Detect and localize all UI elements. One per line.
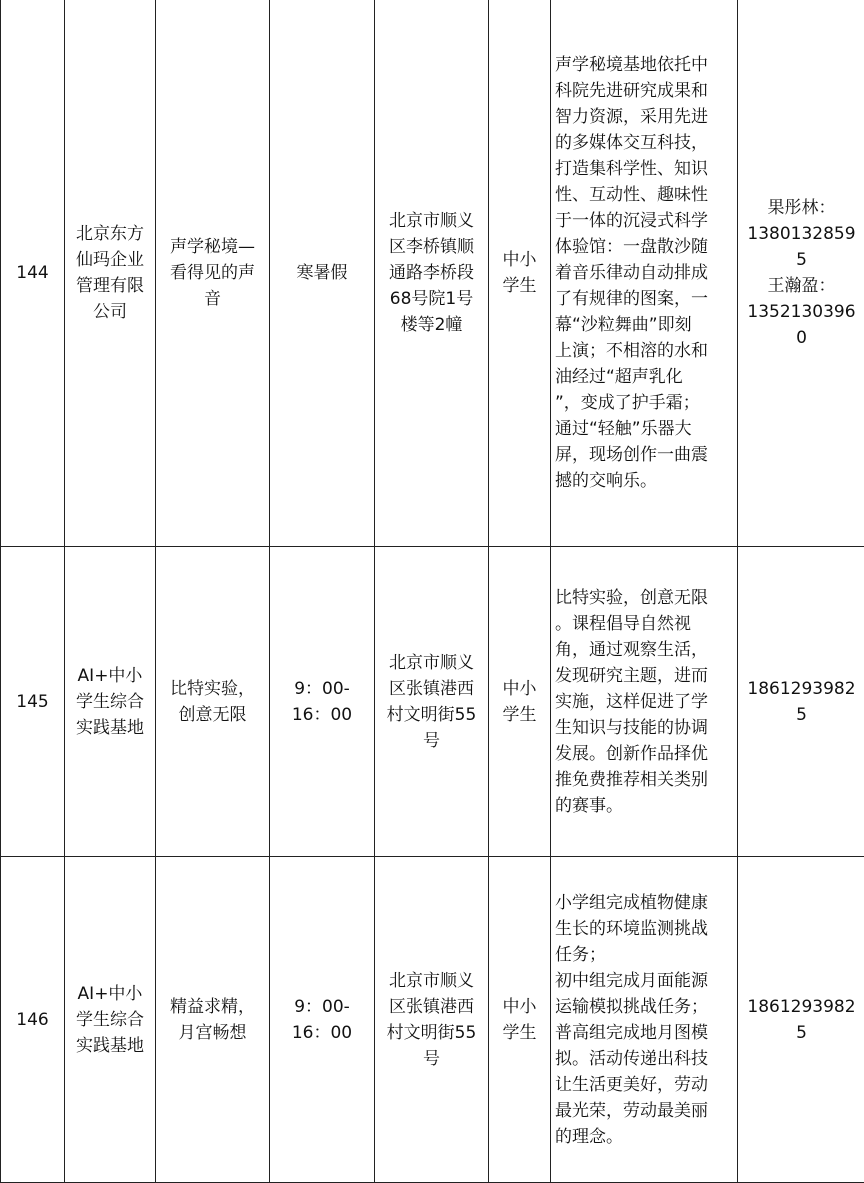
organization-cell: [65, 0, 156, 547]
cell-line: 学生综合: [69, 689, 151, 715]
cell-line: 9：00-: [274, 994, 370, 1020]
cell-line: 了有规律的图案，一: [555, 286, 733, 312]
cell-line: 实施，这样促进了学: [555, 689, 733, 715]
cell-line: 推免费推荐相关类别: [555, 767, 733, 793]
cell-line: 0: [742, 325, 861, 351]
audience-cell: [489, 0, 551, 547]
cell-line: 音: [160, 286, 265, 312]
address-cell: [375, 0, 489, 547]
cell-line: 学生综合: [69, 1007, 151, 1033]
cell-line: 寒暑假: [274, 260, 370, 286]
contact-cell: [738, 857, 864, 1183]
audience-cell: [489, 857, 551, 1183]
description-cell: [551, 0, 738, 547]
description-cell: [551, 857, 738, 1183]
cell-line: 打造集科学性、知识: [555, 156, 733, 182]
cell-line: 声学秘境—: [160, 234, 265, 260]
cell-line: 月宫畅想: [160, 1020, 265, 1046]
cell-line: 9：00-: [274, 676, 370, 702]
cell-line: 1380132859: [742, 221, 861, 247]
cell-line: 号: [379, 728, 484, 754]
cell-line: 初中组完成月面能源: [555, 968, 733, 994]
cell-line: 1352130396: [742, 299, 861, 325]
cell-line: 声学秘境基地依托中: [555, 52, 733, 78]
cell-line: 精益求精，: [160, 994, 265, 1020]
cell-line: 让生活更美好，劳动: [555, 1072, 733, 1098]
cell-line: 的多媒体交互科技，: [555, 130, 733, 156]
cell-line: 科院先进研究成果和: [555, 78, 733, 104]
row-number-cell: 146: [1, 857, 65, 1183]
cell-line: 上演；不相溶的水和: [555, 338, 733, 364]
cell-line: 16：00: [274, 702, 370, 728]
cell-line: 区张镇港西: [379, 676, 484, 702]
course-name-cell: [156, 857, 270, 1183]
time-cell: [270, 857, 375, 1183]
cell-line: 创意无限: [160, 702, 265, 728]
cell-line: 实践基地: [69, 1033, 151, 1059]
cell-line: 运输模拟挑战任务；: [555, 994, 733, 1020]
cell-line: 通过“轻触”乐器大: [555, 416, 733, 442]
cell-line: 管理有限: [69, 273, 151, 299]
cell-line: 油经过“超声乳化: [555, 364, 733, 390]
cell-line: 撼的交响乐。: [555, 468, 733, 494]
cell-line: 生知识与技能的协调: [555, 715, 733, 741]
cell-line: 。课程倡导自然视: [555, 611, 733, 637]
time-cell: [270, 0, 375, 547]
cell-line: 比特实验，创意无限: [555, 585, 733, 611]
cell-line: 楼等2幢: [379, 312, 484, 338]
cell-line: 学生: [493, 702, 546, 728]
cell-line: 公司: [69, 299, 151, 325]
table-row: [1, 547, 864, 857]
cell-line: 发展。创新作品择优: [555, 741, 733, 767]
cell-line: 北京市顺义: [379, 650, 484, 676]
cell-line: ”，变成了护手霜；: [555, 390, 733, 416]
cell-line: 果彤林：: [742, 195, 861, 221]
cell-line: 最光荣，劳动最美丽: [555, 1098, 733, 1124]
cell-line: 5: [742, 1020, 861, 1046]
course-name-cell: [156, 547, 270, 857]
cell-line: 5: [742, 247, 861, 273]
cell-line: 中小: [493, 247, 546, 273]
cell-line: 的赛事。: [555, 793, 733, 819]
cell-line: 北京市顺义: [379, 968, 484, 994]
cell-line: 比特实验，: [160, 676, 265, 702]
cell-line: 屏，现场创作一曲震: [555, 442, 733, 468]
contact-cell: [738, 0, 864, 547]
address-cell: [375, 547, 489, 857]
cell-line: 通路李桥段: [379, 260, 484, 286]
description-cell: [551, 547, 738, 857]
cell-line: 村文明街55: [379, 1020, 484, 1046]
cell-line: 5: [742, 702, 861, 728]
cell-line: 北京市顺义: [379, 208, 484, 234]
row-number-cell: 144: [1, 0, 65, 547]
cell-line: 区张镇港西: [379, 994, 484, 1020]
cell-line: 学生: [493, 1020, 546, 1046]
cell-line: 任务；: [555, 942, 733, 968]
cell-line: 实践基地: [69, 715, 151, 741]
cell-line: 于一体的沉浸式科学: [555, 208, 733, 234]
time-cell: [270, 547, 375, 857]
address-cell: [375, 857, 489, 1183]
row-number-cell: 145: [1, 547, 65, 857]
cell-line: AI+中小: [69, 981, 151, 1007]
cell-line: 村文明街55: [379, 702, 484, 728]
cell-line: 普高组完成地月图模: [555, 1020, 733, 1046]
cell-line: 中小: [493, 676, 546, 702]
cell-line: 发现研究主题，进而: [555, 663, 733, 689]
table-row: [1, 857, 864, 1183]
cell-line: 1861293982: [742, 676, 861, 702]
cell-line: 智力资源，采用先进: [555, 104, 733, 130]
cell-line: 北京东方: [69, 221, 151, 247]
cell-line: 的理念。: [555, 1124, 733, 1150]
cell-line: 拟。活动传递出科技: [555, 1046, 733, 1072]
cell-line: 王瀚盈：: [742, 273, 861, 299]
cell-line: 学生: [493, 273, 546, 299]
cell-line: 体验馆：一盘散沙随: [555, 234, 733, 260]
cell-line: 68号院1号: [379, 286, 484, 312]
cell-line: 幕“沙粒舞曲”即刻: [555, 312, 733, 338]
cell-line: 中小: [493, 994, 546, 1020]
cell-line: 生长的环境监测挑战: [555, 916, 733, 942]
cell-line: 角，通过观察生活，: [555, 637, 733, 663]
cell-line: 仙玛企业: [69, 247, 151, 273]
contact-cell: [738, 547, 864, 857]
course-name-cell: [156, 0, 270, 547]
table-row: [1, 0, 864, 547]
audience-cell: [489, 547, 551, 857]
cell-line: 性、互动性、趣味性: [555, 182, 733, 208]
organization-cell: [65, 547, 156, 857]
cell-line: 16：00: [274, 1020, 370, 1046]
cell-line: 小学组完成植物健康: [555, 890, 733, 916]
cell-line: AI+中小: [69, 663, 151, 689]
cell-line: 着音乐律动自动排成: [555, 260, 733, 286]
cell-line: 区李桥镇顺: [379, 234, 484, 260]
cell-line: 看得见的声: [160, 260, 265, 286]
organization-cell: [65, 857, 156, 1183]
cell-line: 号: [379, 1046, 484, 1072]
cell-line: 1861293982: [742, 994, 861, 1020]
